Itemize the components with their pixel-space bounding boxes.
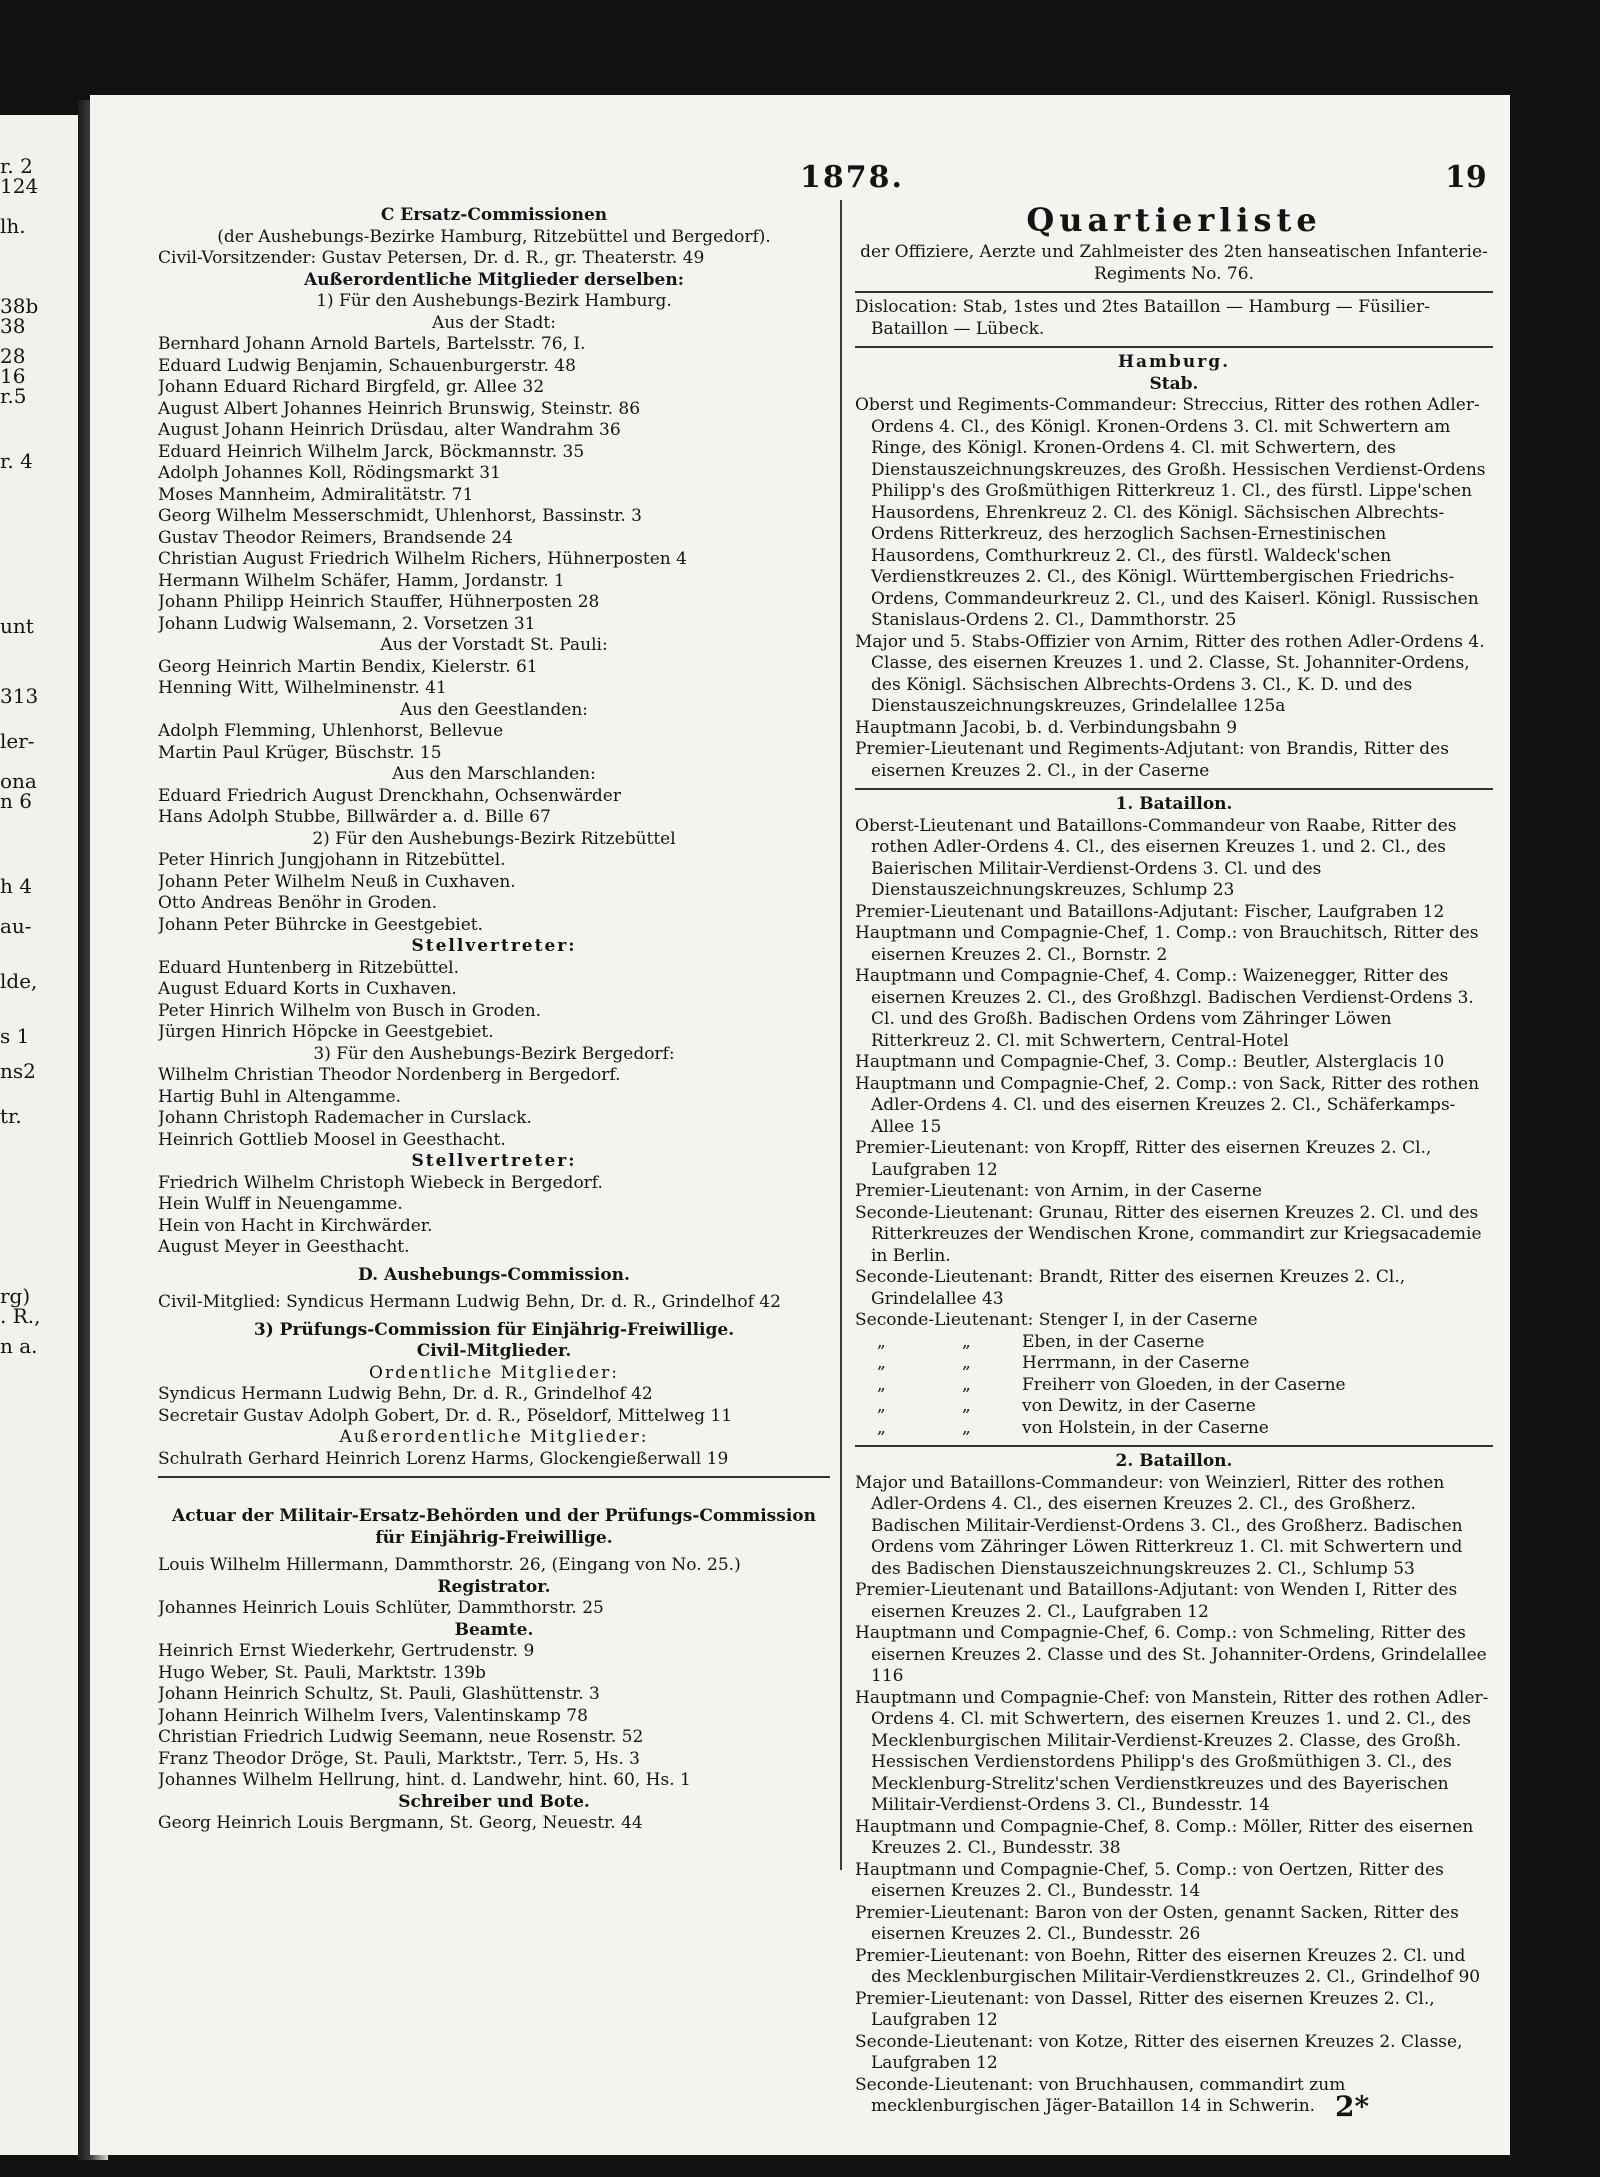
ditto-mark: „: [962, 1353, 971, 1373]
bat2-list: [855, 1473, 1493, 2118]
facing-page-fragment: r. 2: [0, 154, 33, 178]
bat2-entry: Premier-Lieutenant: von Boehn, Ritter des eisernen Kreuzes 2. Cl. und des Mecklenburgischen Militair-Verdienstkreuzes 2. Cl., Grindelhof 90: [855, 1945, 1481, 1987]
deputy3-entry: Hein Wulff in Neuengamme.: [158, 1194, 403, 1214]
facing-page-fragment: ns2: [0, 1059, 36, 1083]
district3-title: 3) Für den Aushebungs-Bezirk Bergedorf:: [313, 1043, 675, 1064]
staff-list: [855, 395, 1493, 782]
bat1-entry: Seconde-Lieutenant: Brandt, Ritter des eisernen Kreuzes 2. Cl., Grindelallee 43: [855, 1267, 1406, 1309]
city-title: Aus der Stadt:: [432, 312, 556, 333]
bat1-seconde-name: Herrmann, in der Caserne: [1022, 1353, 1250, 1373]
facing-page-fragment: n a.: [0, 1334, 38, 1358]
aushebung-member: Civil-Mitglied: Syndicus Hermann Ludwig Behn, Dr. d. R., Grindelhof 42: [158, 1292, 781, 1312]
bat1-seconde-entry: [855, 1375, 1493, 1397]
registrator-title: Registrator.: [437, 1576, 551, 1597]
signature-mark: 2*: [1335, 2090, 1370, 2123]
deputies3-list: [158, 1173, 830, 1259]
bat1-entry: Hauptmann und Compagnie-Chef, 1. Comp.: von Brauchitsch, Ritter des eisernen Kreuzes 2. Cl., Bornstr. 2: [855, 923, 1479, 965]
city-member: Adolph Johannes Koll, Rödingsmarkt 31: [158, 463, 501, 483]
facing-page-fragment: 28: [0, 344, 26, 368]
district1-title: 1) Für den Aushebungs-Bezirk Hamburg.: [316, 291, 672, 311]
facing-page-fragment: h 4: [0, 874, 32, 898]
city-member: August Johann Heinrich Drüsdau, alter Wandrahm 36: [158, 420, 621, 440]
beamte-title: Beamte.: [454, 1619, 534, 1640]
bat1-seconde-name: Freiherr von Gloeden, in der Caserne: [1022, 1374, 1346, 1395]
bat2-entry: Premier-Lieutenant: von Dassel, Ritter des eisernen Kreuzes 2. Cl., Laufgraben 12: [855, 1988, 1435, 2030]
bat2-entry: Major und Bataillons-Commandeur: von Weinzierl, Ritter des rothen Adler-Ordens 4. Cl., des eisernen Kreuzes 2. Cl., des Großherz. Badischen Militair-Verdienst-Ordens 3. Cl., des Großherz. Badischen Ordens vom Zähringer Löwen Ritterkreuz 1. Cl. mit Schwertern und des Badischen Dienstauszeichnungskreuzes 2. Cl., Schlump 53: [855, 1472, 1463, 1579]
facing-page-fragment: au-: [0, 914, 32, 938]
staff-entry: Hauptmann Jacobi, b. d. Verbindungsbahn 9: [855, 717, 1238, 738]
bat2-entry: Hauptmann und Compagnie-Chef, 6. Comp.: von Schmeling, Ritter des eisernen Kreuzes 2. Classe und des St. Johanniter-Ordens, Grindelallee 116: [855, 1623, 1487, 1686]
extraordinary-title: Außerordentliche Mitglieder:: [339, 1427, 649, 1447]
city-member: Georg Wilhelm Messerschmidt, Uhlenhorst, Bassinstr. 3: [158, 506, 642, 526]
column-divider: [840, 200, 842, 1870]
deputy3-entry: Hein von Hacht in Kirchwärder.: [158, 1215, 433, 1236]
bat2-title: 2. Bataillon.: [1115, 1451, 1233, 1471]
registrator-entry: Johannes Heinrich Louis Schlüter, Dammthorstr. 25: [158, 1598, 604, 1618]
bat1-entry: Oberst-Lieutenant und Bataillons-Commandeur von Raabe, Ritter des rothen Adler-Ordens 4. Cl., des eisernen Kreuzes 1. und 2. Cl., des Baierischen Militair-Verdienst-Ordens 3. Cl. und des Dienstauszeichnungskreuzes, Schlump 23: [855, 815, 1457, 900]
title-rule: [855, 291, 1493, 293]
district2-member: Johann Peter Bührcke in Geestgebiet.: [158, 914, 484, 935]
district3-member: Wilhelm Christian Theodor Nordenberg in Bergedorf.: [158, 1065, 621, 1085]
quartierliste-title: Quartierliste: [1026, 201, 1322, 239]
facing-page-fragment: s 1: [0, 1024, 30, 1048]
district3-member: Heinrich Gottlieb Moosel in Geesthacht.: [158, 1129, 506, 1150]
ditto-mark: „: [962, 1417, 971, 1438]
deputy2-entry: Eduard Huntenberg in Ritzebüttel.: [158, 957, 459, 978]
bat1-seconde-first: Stenger I, in der Caserne: [1038, 1310, 1258, 1330]
ditto-mark: „: [877, 1374, 886, 1395]
bat1-seconde-entry: [855, 1332, 1493, 1354]
facing-page-fragment: 38: [0, 314, 26, 338]
bat1-entry: Premier-Lieutenant: von Kropff, Ritter des eisernen Kreuzes 2. Cl., Laufgraben 12: [855, 1138, 1432, 1180]
district3-members: [158, 1065, 830, 1151]
schreiber-entry: Georg Heinrich Louis Bergmann, St. Georg, Neuestr. 44: [158, 1813, 643, 1833]
staff-title: Stab.: [1149, 373, 1199, 394]
beamte-entry: Hugo Weber, St. Pauli, Marktstr. 139b: [158, 1662, 486, 1683]
page-year: 1878.: [800, 160, 904, 195]
marsch-member: Eduard Friedrich August Drenckhahn, Ochsenwärder: [158, 785, 621, 806]
city-member: Eduard Ludwig Benjamin, Schauenburgerstr. 48: [158, 355, 576, 376]
city-member: Bernhard Johann Arnold Bartels, Bartelsstr. 76, I.: [158, 334, 586, 354]
ordinary-member: Syndicus Hermann Ludwig Behn, Dr. d. R., Grindelhof 42: [158, 1384, 653, 1404]
facing-page-fragment: n 6: [0, 789, 32, 813]
district2-member: Peter Hinrich Jungjohann in Ritzebüttel.: [158, 850, 506, 870]
city-member: Eduard Heinrich Wilhelm Jarck, Böckmannstr. 35: [158, 441, 585, 462]
deputies2-title: Stellvertreter:: [411, 936, 577, 956]
facing-page-fragment: r. 4: [0, 449, 33, 473]
district3-member: Johann Christoph Rademacher in Curslack.: [158, 1108, 532, 1128]
staff-rule: [855, 788, 1493, 790]
aushebung-title: D. Aushebungs-Commission.: [358, 1264, 630, 1285]
city-heading: Hamburg.: [1117, 352, 1231, 372]
stpauli-title: Aus der Vorstadt St. Pauli:: [380, 635, 608, 655]
city-member: Moses Mannheim, Admiralitätstr. 71: [158, 484, 474, 505]
pruefung-civil: Civil-Mitglieder.: [416, 1341, 572, 1361]
ersatz-title: C Ersatz-Commissionen: [380, 205, 608, 225]
extra-members-title: Außerordentliche Mitglieder derselben:: [304, 269, 684, 290]
facing-page-fragment: unt: [0, 614, 34, 638]
civil-chair: Civil-Vorsitzender: Gustav Petersen, Dr. d. R., gr. Theaterstr. 49: [158, 248, 705, 268]
facing-page-fragment: 313: [0, 684, 39, 708]
bat1-seconde-more: [855, 1332, 1493, 1440]
facing-page-fragment: . R.,: [0, 1304, 41, 1328]
left-column: [158, 205, 830, 1835]
bat1-seconde-name: von Holstein, in der Caserne: [1022, 1417, 1269, 1438]
city-member: August Albert Johannes Heinrich Brunswig, Steinstr. 86: [158, 398, 641, 419]
city-member: Johann Ludwig Walsemann, 2. Vorsetzen 31: [158, 613, 536, 634]
beamte-entry: Heinrich Ernst Wiederkehr, Gertrudenstr. 9: [158, 1641, 535, 1661]
facing-page-fragment: ona: [0, 769, 37, 793]
city-member: Johann Eduard Richard Birgfeld, gr. Allee 32: [158, 377, 545, 397]
facing-page-fragment: r.5: [0, 384, 27, 408]
facing-page-fragment: lde,: [0, 969, 38, 993]
bat1-seconde-label: Seconde-Lieutenant:: [855, 1310, 1034, 1330]
extraordinary-members: [158, 1449, 830, 1471]
beamte-entry: Christian Friedrich Ludwig Seemann, neue Rosenstr. 52: [158, 1727, 644, 1747]
bat1-entry: Seconde-Lieutenant: Grunau, Ritter des eisernen Kreuzes 2. Cl. und des Ritterkreuzes der Wendischen Krone, commandirt zur Kriegsacademie in Berlin.: [855, 1202, 1482, 1266]
district2-title: 2) Für den Aushebungs-Bezirk Ritzebüttel: [312, 828, 676, 849]
geest-member: Martin Paul Krüger, Büschstr. 15: [158, 742, 442, 763]
bat1-list: [855, 816, 1493, 1311]
staff-entry: Oberst und Regiments-Commandeur: Streccius, Ritter des rothen Adler-Ordens 4. Cl., des Königl. Kronen-Ordens 3. Cl. mit Schwertern am Ringe, des Königl. Kronen-Ordens 4. Cl. mit Schwertern, des Dienstauszeichnungskreuzes, des Großh. Hessischen Verdienst-Ordens Philipp's des Großmüthigen Ritterkreuz 1. Cl., des fürstl. Lippe'schen Hausordens, Ehrenkreuz 2. Cl. des Königl. Sächsischen Albrechts-Ordens Ritterkreuz, des herzoglich Sachsen-Ernestinischen Hausordens, Comthurkreuz 2. Cl., des fürstl. Waldeck'schen Verdienstkreuzes 2. Cl., des Königl. Württembergischen Friedrichs-Ordens, Commandeurkreuz 2. Cl., und des Kaiserl. Königl. Russischen Stanislaus-Ordens 2. Cl., Dammthorstr. 25: [855, 395, 1486, 630]
bat1-seconde-row: [855, 1310, 1493, 1332]
geest-members: [158, 721, 830, 764]
district2-member: Johann Peter Wilhelm Neuß in Cuxhaven.: [158, 871, 516, 892]
stpauli-member: Henning Witt, Wilhelminenstr. 41: [158, 678, 447, 698]
ditto-mark: „: [962, 1396, 971, 1416]
staff-entry: Premier-Lieutenant und Regiments-Adjutant: von Brandis, Ritter des eisernen Kreuzes 2. Cl., in der Caserne: [855, 739, 1449, 781]
facing-page-strip: [0, 115, 78, 2155]
deputy3-entry: Friedrich Wilhelm Christoph Wiebeck in Bergedorf.: [158, 1172, 603, 1193]
ordinary-member: Secretair Gustav Adolph Gobert, Dr. d. R., Pöseldorf, Mittelweg 11: [158, 1405, 733, 1426]
bat1-seconde-entry: [855, 1396, 1493, 1418]
ditto-mark: „: [877, 1396, 886, 1416]
ersatz-subtitle: (der Aushebungs-Bezirke Hamburg, Ritzebüttel und Bergedorf).: [217, 226, 771, 247]
dislocation: Dislocation: Stab, 1stes und 2tes Bataillon — Hamburg — Füsilier-Bataillon — Lübeck.: [855, 297, 1430, 339]
facing-page-fragment: lh.: [0, 214, 26, 238]
ditto-mark: „: [877, 1417, 886, 1438]
bat1-seconde-name: Eben, in der Caserne: [1022, 1331, 1205, 1352]
bat1-entry: Premier-Lieutenant und Bataillons-Adjutant: Fischer, Laufgraben 12: [855, 901, 1445, 922]
city-member: Christian August Friedrich Wilhelm Richers, Hühnerposten 4: [158, 549, 687, 569]
bat1-entry: Hauptmann und Compagnie-Chef, 2. Comp.: von Sack, Ritter des rothen Adler-Ordens 4. Cl. und des eisernen Kreuzes 2. Cl., Schäferkamps-Allee 15: [855, 1073, 1480, 1137]
section-rule: [158, 1476, 830, 1478]
quartierliste-subtitle: der Offiziere, Aerzte und Zahlmeister des 2ten hanseatischen Infanterie-Regiments No. 76.: [860, 242, 1488, 284]
actuar-title: Actuar der Militair-Ersatz-Behörden und der Prüfungs-Commission für Einjährig-Freiwillige.: [172, 1506, 816, 1548]
district2-member: Otto Andreas Benöhr in Groden.: [158, 893, 438, 913]
district3-member: Hartig Buhl in Altengamme.: [158, 1086, 401, 1107]
deputy2-entry: August Eduard Korts in Cuxhaven.: [158, 979, 457, 999]
schreiber-title: Schreiber und Bote.: [398, 1791, 590, 1812]
ditto-mark: „: [877, 1353, 886, 1373]
bat1-entry: Premier-Lieutenant: von Arnim, in der Caserne: [855, 1181, 1262, 1201]
beamte-entry: Johannes Wilhelm Hellrung, hint. d. Landwehr, hint. 60, Hs. 1: [158, 1770, 691, 1790]
facing-page-fragment: ler-: [0, 729, 35, 753]
bat2-entry: Premier-Lieutenant: Baron von der Osten, genannt Sacken, Ritter des eisernen Kreuzes 2. Cl., Bundesstr. 26: [855, 1902, 1459, 1944]
pruefung-title: 3) Prüfungs-Commission für Einjährig-Freiwillige.: [253, 1319, 735, 1340]
ditto-mark: „: [962, 1374, 971, 1395]
facing-page-fragment: 38b: [0, 294, 39, 318]
geest-member: Adolph Flemming, Uhlenhorst, Bellevue: [158, 721, 504, 741]
bat1-entry: Hauptmann und Compagnie-Chef, 4. Comp.: Waizenegger, Ritter des eisernen Kreuzes 2. Cl., des Großhzgl. Badischen Verdienst-Ordens 3. Cl. und des Großh. Badischen Ordens vom Zähringer Löwen Ritterkreuz 2. Cl. mit Schwertern, Central-Hotel: [855, 966, 1474, 1051]
ditto-mark: „: [962, 1331, 971, 1352]
city-member: Hermann Wilhelm Schäfer, Hamm, Jordanstr. 1: [158, 570, 565, 591]
city-members: [158, 334, 830, 635]
facing-page-fragment: 124: [0, 174, 39, 198]
deputy2-entry: Jürgen Hinrich Höpcke in Geestgebiet.: [158, 1022, 494, 1042]
deputies2-list: [158, 958, 830, 1044]
bat2-entry: Seconde-Lieutenant: von Bruchhausen, commandirt zum mecklenburgischen Jäger-Bataillon 14 in Schwerin.: [855, 2074, 1346, 2116]
right-column: [855, 198, 1493, 2118]
deputies3-title: Stellvertreter:: [411, 1151, 577, 1171]
deputy2-entry: Peter Hinrich Wilhelm von Busch in Groden.: [158, 1000, 542, 1021]
stpauli-members: [158, 657, 830, 700]
deputy3-entry: August Meyer in Geesthacht.: [158, 1237, 410, 1257]
beamte-entry: Franz Theodor Dröge, St. Pauli, Marktstr., Terr. 5, Hs. 3: [158, 1748, 640, 1769]
dislocation-rule: [855, 346, 1493, 348]
city-member: Johann Philipp Heinrich Stauffer, Hühnerposten 28: [158, 592, 600, 612]
bat1-seconde-entry: [855, 1353, 1493, 1375]
staff-entry: Major und 5. Stabs-Offizier von Arnim, Ritter des rothen Adler-Ordens 4. Classe, des eisernen Kreuzes 1. und 2. Classe, St. Johanniter-Ordens, des Königl. Sächsischen Albrechts-Ordens 3. Cl., K. D. und des Dienstauszeichnungskreuzes, Grindelallee 125a: [855, 631, 1485, 716]
geest-title: Aus den Geestlanden:: [399, 699, 589, 720]
marsch-member: Hans Adolph Stubbe, Billwärder a. d. Bille 67: [158, 807, 551, 827]
ditto-mark: „: [877, 1331, 886, 1352]
beamte-list: [158, 1641, 830, 1792]
page-number: 19: [1445, 160, 1487, 195]
bat2-entry: Hauptmann und Compagnie-Chef: von Manstein, Ritter des rothen Adler-Ordens 4. Cl. mit Schwertern, des eisernen Kreuzes 1. und 2. Cl., des Mecklenburgischen Militair-Verdienst-Kreuzes 2. Classe, des Großh. Hessischen Verdienstordens Philipp's des Großmüthigen 3. Cl., des Mecklenburg-Strelitz'schen Verdienstkreuzes und des Bayerischen Militair-Verdienst-Ordens 3. Cl., Bundesstr. 14: [855, 1687, 1489, 1815]
bat1-rule: [855, 1445, 1493, 1447]
beamte-entry: Johann Heinrich Wilhelm Ivers, Valentinskamp 78: [158, 1705, 588, 1726]
district2-members: [158, 850, 830, 936]
ordinary-members: [158, 1384, 830, 1427]
actuar-entry: Louis Wilhelm Hillermann, Dammthorstr. 26, (Eingang von No. 25.): [158, 1555, 741, 1575]
facing-page-fragment: 16: [0, 364, 26, 388]
ordinary-title: Ordentliche Mitglieder:: [369, 1362, 619, 1383]
bat2-entry: Premier-Lieutenant und Bataillons-Adjutant: von Wenden I, Ritter des eisernen Kreuzes 2. Cl., Laufgraben 12: [855, 1580, 1458, 1622]
beamte-entry: Johann Heinrich Schultz, St. Pauli, Glashüttenstr. 3: [158, 1684, 600, 1704]
facing-page-fragment: rg): [0, 1284, 31, 1308]
bat2-entry: Seconde-Lieutenant: von Kotze, Ritter des eisernen Kreuzes 2. Classe, Laufgraben 12: [855, 2031, 1463, 2073]
city-member: Gustav Theodor Reimers, Brandsende 24: [158, 527, 513, 548]
bat2-entry: Hauptmann und Compagnie-Chef, 5. Comp.: von Oertzen, Ritter des eisernen Kreuzes 2. Cl., Bundesstr. 14: [855, 1859, 1444, 1901]
extraordinary-member: Schulrath Gerhard Heinrich Lorenz Harms, Glockengießerwall 19: [158, 1448, 729, 1469]
bat1-title: 1. Bataillon.: [1115, 794, 1233, 814]
bat1-seconde-entry: [855, 1418, 1493, 1440]
facing-page-fragment: tr.: [0, 1104, 22, 1128]
bat1-entry: Hauptmann und Compagnie-Chef, 3. Comp.: Beutler, Alsterglacis 10: [855, 1052, 1445, 1072]
bat1-seconde-name: von Dewitz, in der Caserne: [1022, 1396, 1256, 1416]
marsch-members: [158, 786, 830, 829]
stpauli-member: Georg Heinrich Martin Bendix, Kielerstr. 61: [158, 656, 538, 677]
marsch-title: Aus den Marschlanden:: [392, 764, 596, 784]
bat2-entry: Hauptmann und Compagnie-Chef, 8. Comp.: Möller, Ritter des eisernen Kreuzes 2. Cl., Bundesstr. 38: [855, 1816, 1474, 1858]
